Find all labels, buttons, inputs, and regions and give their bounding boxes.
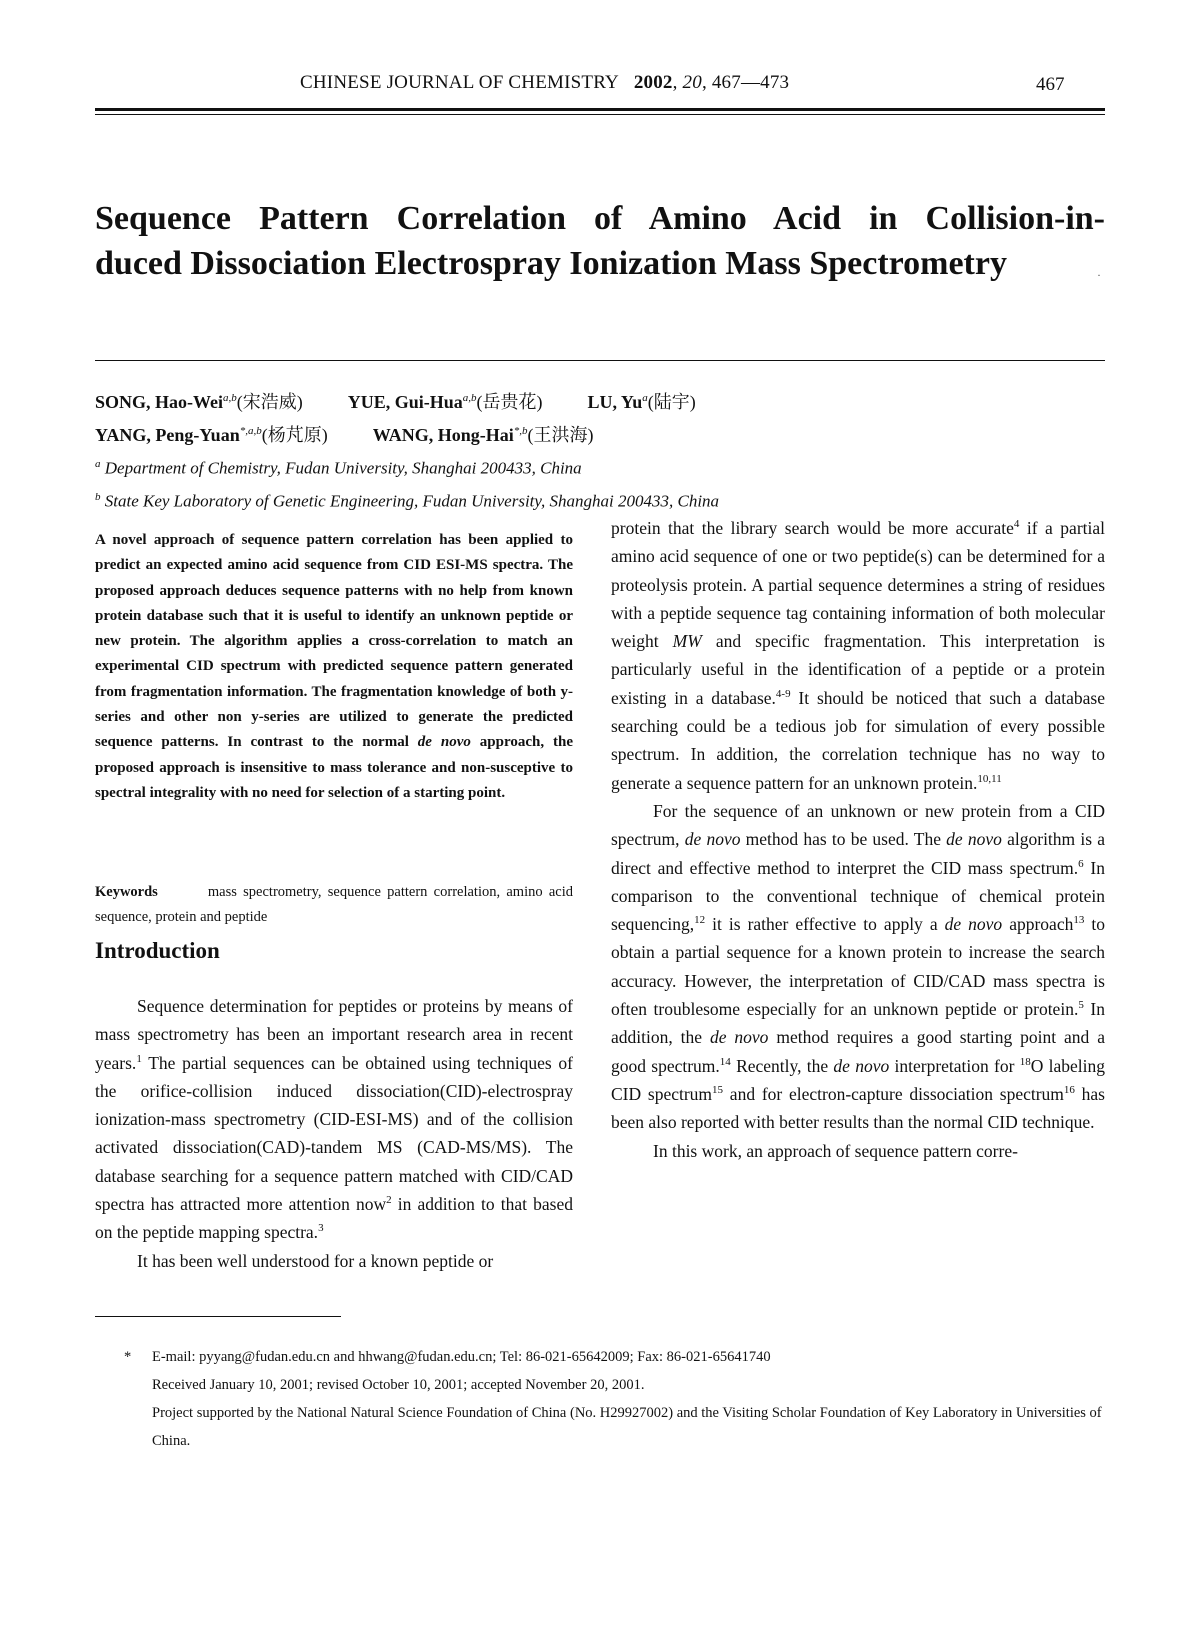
author-row-2 (95, 417, 1105, 450)
author-name: WANG, Hong-Hai (372, 425, 514, 445)
page-number: 467 (1036, 74, 1065, 95)
journal-citation: CHINESE JOURNAL OF CHEMISTRY 2002, 20, 467—473 (300, 72, 790, 93)
footnote-received: Received January 10, 2001; revised October 10, 2001; accepted November 20, 2001. (152, 1377, 645, 1393)
author-chinese: (陆宇) (647, 392, 696, 412)
author-block (95, 384, 1105, 515)
footnote-star: * (124, 1349, 132, 1365)
header-rule-thin (95, 114, 1105, 115)
affiliation-b: $^b$ State Key Laboratory of Genetic Engineering, Fudan University, Shanghai 200433, China (95, 490, 720, 511)
paragraph: It has been well understood for a known peptide or (137, 1250, 494, 1271)
abstract-text: A novel approach of sequence pattern correlation has been applied to predict an expected amino acid sequence from CID ESI-MS spectra. The proposed approach deduces sequence patterns with no help from known protein database such that it is useful to identify an unknown peptide or new protein. The algorithm applies a cross-correlation to match an experimental CID spectrum with predicted sequence pattern generated from fragmentation information. The fragmentation knowledge of both y-series and other non y-series are utilized to generate the predicted sequence patterns. In contrast to the normal de novo approach, the proposed approach is insensitive to mass tolerance and non-susceptive to spectral integrality with no need for selection of a starting point. (95, 532, 573, 801)
article-title (95, 196, 1105, 286)
header-rule-thick (95, 108, 1105, 111)
running-header (0, 72, 1200, 102)
intro-right-column (611, 514, 1105, 1165)
footnote-rule (95, 1316, 341, 1317)
author-sup: *,a,b (239, 425, 262, 437)
title-line-1: Sequence Pattern Correlation of Amino Acid in Collision-in- (95, 200, 1105, 237)
paragraph: In this work, an approach of sequence pattern corre- (653, 1140, 1018, 1161)
abstract (95, 528, 573, 806)
author-chinese: (岳贵花) (476, 392, 543, 412)
author-name: YUE, Gui-Hua (347, 392, 463, 412)
author-sup: *,b (513, 425, 528, 437)
author-name: LU, Yu (587, 392, 643, 412)
italic-term: de novo (417, 734, 471, 751)
keywords (95, 880, 573, 930)
footnote-project: Project supported by the National Natural Science Foundation of China (No. H29927002) and the Visiting Scholar Foundation of Key Laboratory in Universities of China. (152, 1405, 1102, 1449)
author-chinese: (杨芃原) (261, 425, 328, 445)
title-rule (95, 360, 1105, 361)
author-sup: a (642, 392, 648, 404)
title-line-2: duced Dissociation Electrospray Ionization Mass Spectrometry (95, 245, 1007, 282)
paragraph: Sequence determination for peptides or proteins by means of mass spectrometry has been an important research area in recent years.$^1$ The partial sequences can be obtained using techniques of the orifice-collision induced dissociation(CID)-electrospray ionization-mass spectrometry (CID-ESI-MS) and of the collision activated dissociation(CAD)-tandem MS (CAD-MS/MS). The database searching for a sequence pattern matched with CID/CAD spectra has attracted more attention now$^2$ in addition to that based on the peptide mapping spectra.$^3$ (95, 996, 573, 1243)
author-chinese: (宋浩威) (236, 392, 303, 412)
keywords-label: Keywords (95, 884, 158, 900)
intro-left-column (95, 992, 573, 1275)
author-sup: a,b (223, 392, 237, 404)
affiliation-a: $^a$ Department of Chemistry, Fudan University, Shanghai 200433, China (95, 458, 582, 478)
speck: · (1097, 268, 1101, 282)
footnotes (124, 1343, 1107, 1455)
author-name: YANG, Peng-Yuan (95, 425, 240, 445)
author-sup: a,b (462, 392, 477, 404)
section-heading-introduction: Introduction (95, 938, 220, 963)
keywords-text: mass spectrometry, sequence pattern correlation, amino acid sequence, protein and peptide (95, 884, 574, 925)
paragraph: protein that the library search would be more accurate$^4$ if a partial amino acid sequence of one or two peptide(s) can be determined for a proteolysis protein. A partial sequence determines a string of residues with a peptide sequence tag containing information of both molecular weight MW and specific fragmentation. This interpretation is particularly useful in the identification of a peptide or a protein existing in a database.$^{4-9}$ It should be noticed that such a database searching could be a tedious job for simulation of every possible spectrum. In addition, the correlation technique has no way to generate a sequence pattern for an unknown protein.$^{10,11}$ (611, 518, 1106, 793)
footnote-contact: E-mail: pyyang@fudan.edu.cn and hhwang@fudan.edu.cn; Tel: 86-021-65642009; Fax: 86-021-65641740 (152, 1349, 771, 1365)
author-row-1 (95, 384, 1105, 417)
author-chinese: (王洪海) (527, 425, 594, 445)
author-name: SONG, Hao-Wei (95, 392, 224, 412)
paragraph: For the sequence of an unknown or new protein from a CID spectrum, de novo method has to be used. The de novo algorithm is a direct and effective method to interpret the CID mass spectrum.$^6$ In comparison to the conventional technique of chemical protein sequencing,$^{12}$ it is rather effective to apply a de novo approach$^{13}$ to obtain a partial sequence for a known protein to increase the search accuracy. However, the interpretation of CID/CAD mass spectra is often troublesome especially for an unknown peptide or protein.$^5$ In addition, the de novo method requires a good starting point and a good spectrum.$^{14}$ Recently, the de novo interpretation for $^{18}$O labeling CID spectrum$^{15}$ and for electron-capture dissociation spectrum$^{16}$ has been also reported with better results than the normal CID technique. (611, 800, 1106, 1133)
